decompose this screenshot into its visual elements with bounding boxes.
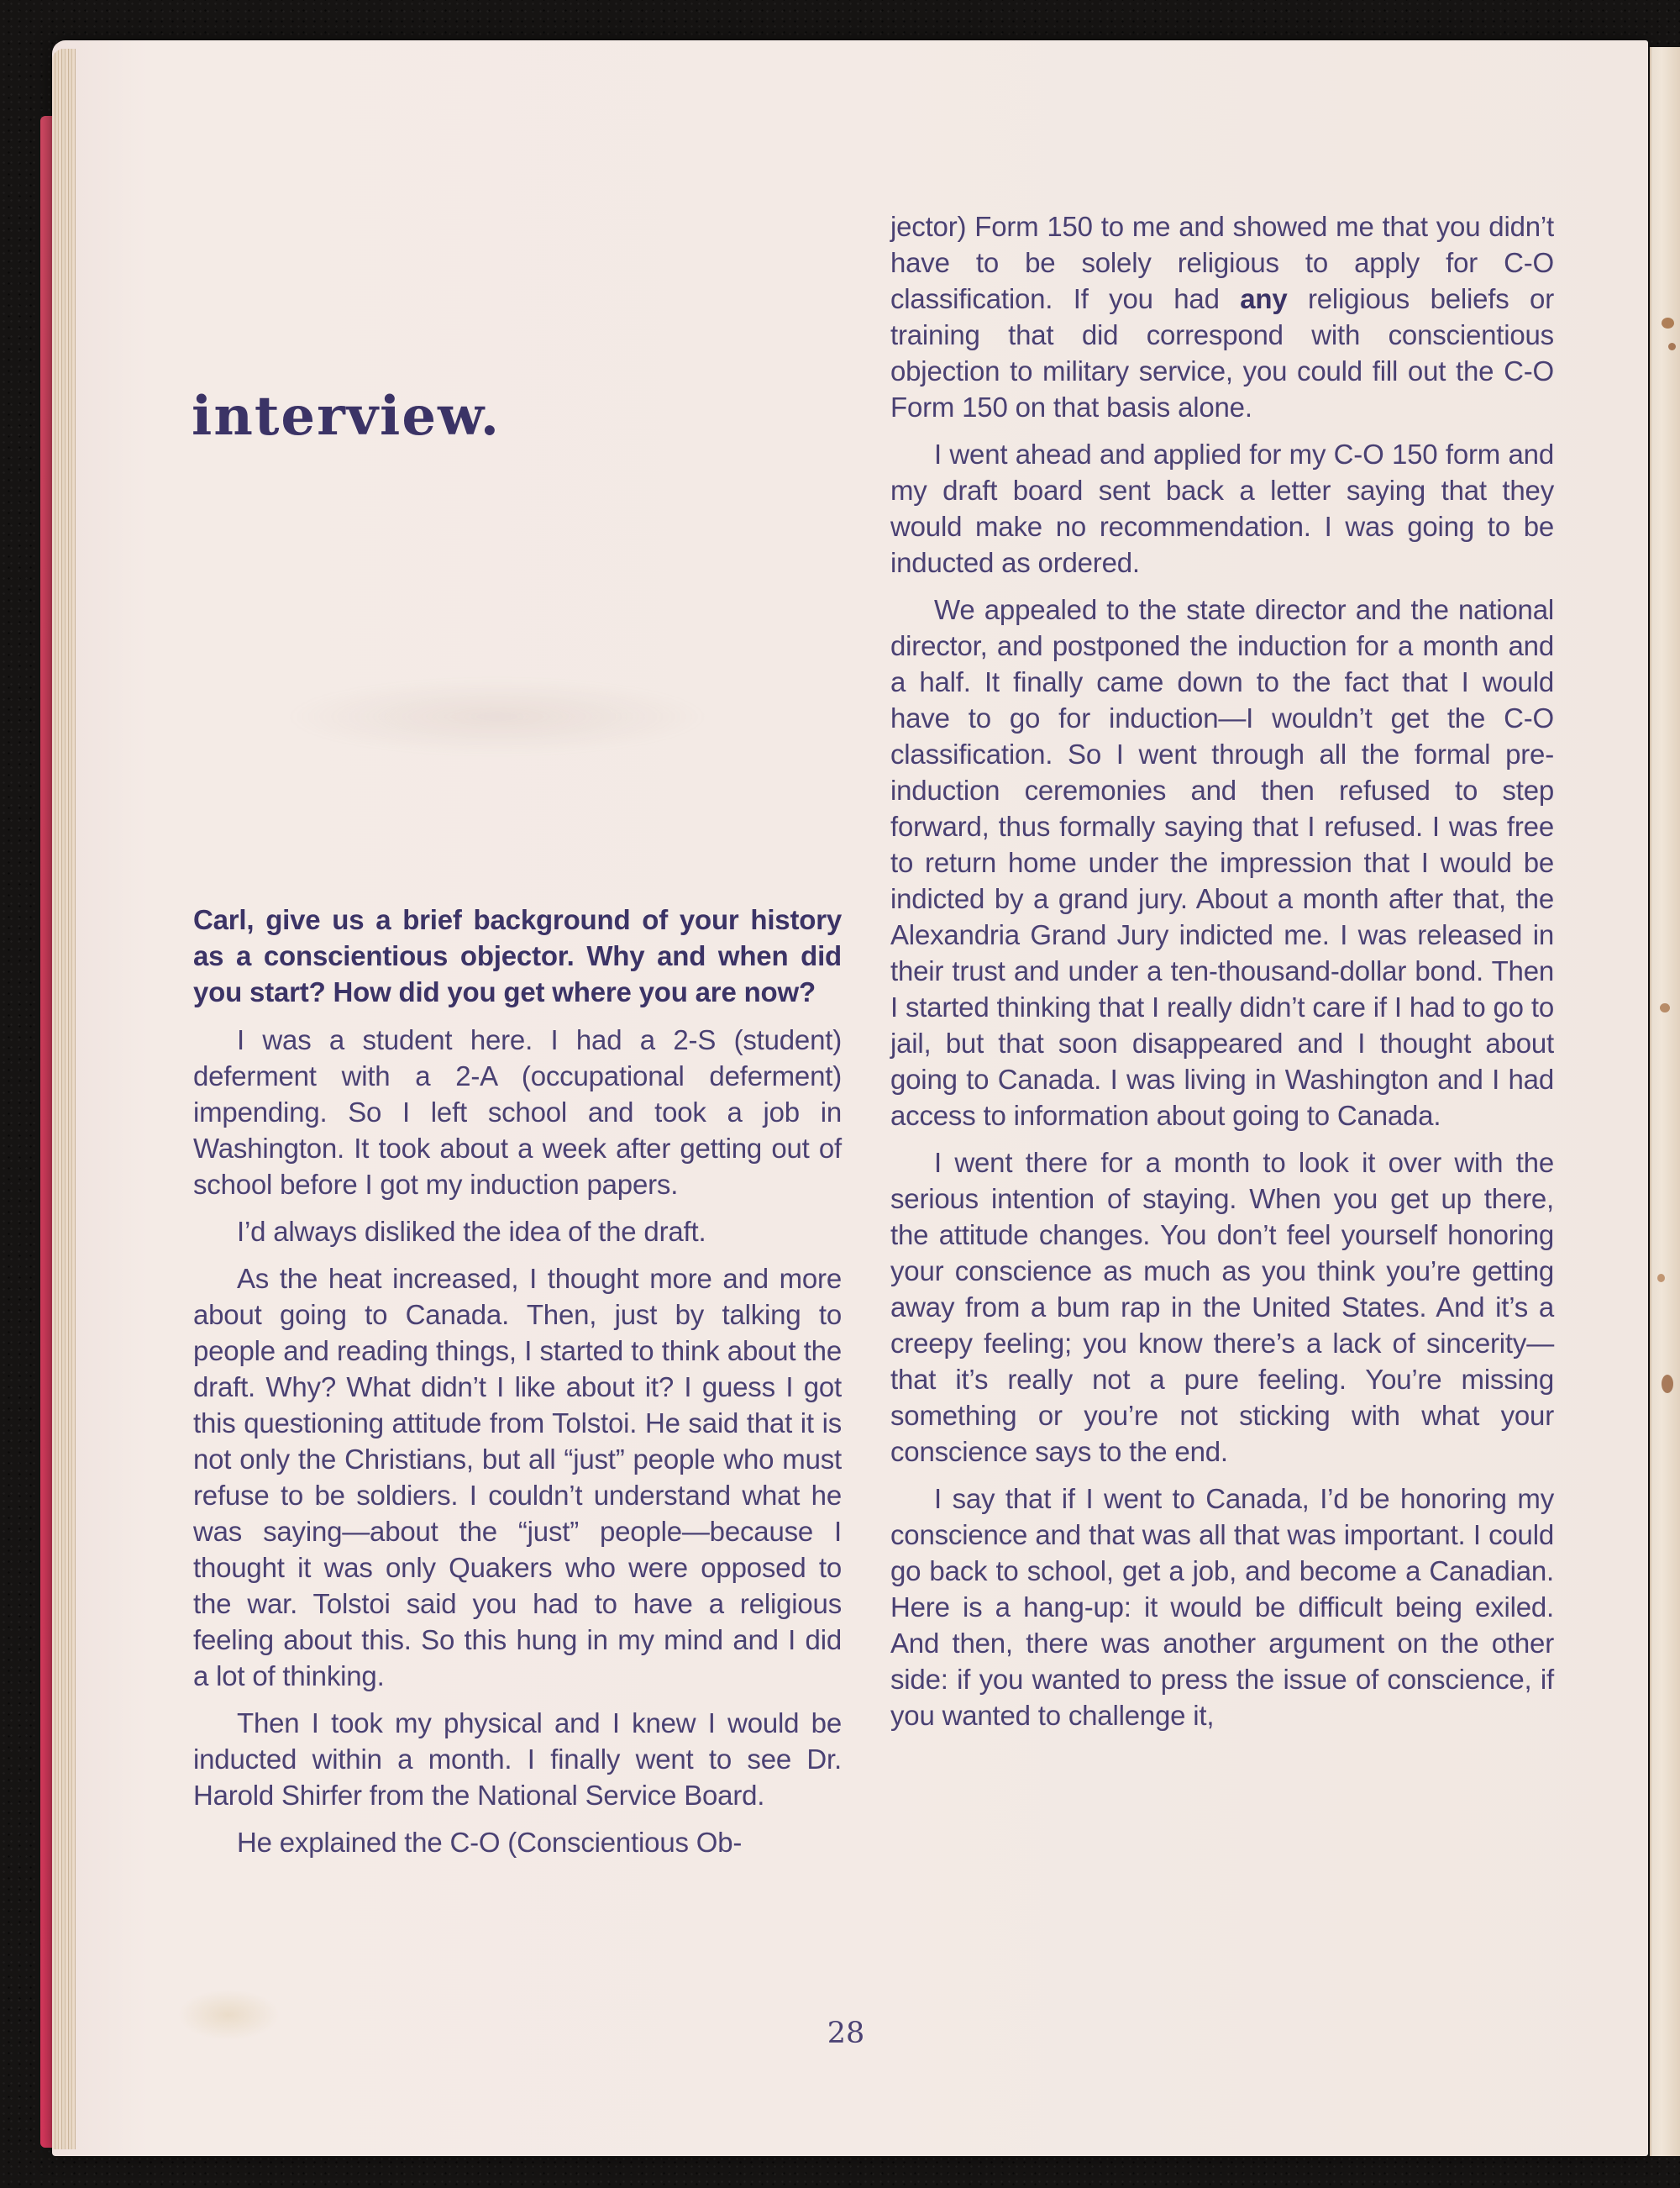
paragraph — [193, 1213, 842, 1249]
paragraph — [193, 1824, 842, 1860]
foxing-spot — [1668, 343, 1676, 350]
paragraph — [193, 1022, 842, 1202]
page-edge-stack — [52, 49, 76, 2149]
body-text: Then I took my physical and I knew I would be inducted within a month. I finally went to see Dr. Harold Shirfer from the National Service Board. — [193, 1707, 842, 1811]
paragraph — [890, 1481, 1554, 1733]
body-text: I was a student here. I had a 2-S (student) deferment with a 2-A (occupational deferment) impending. So I left school and took a job in Washington. It took about a week after getting out of school before I got my induction papers. — [193, 1024, 842, 1200]
paragraph — [890, 436, 1554, 581]
foxing-spot — [1657, 1274, 1665, 1282]
body-text: jector) Form 150 to me and showed me that you didn’t have to be solely religious to apply for C-O classification. If you had — [890, 211, 1554, 314]
paper-stain — [178, 1990, 279, 2040]
paragraph — [890, 592, 1554, 1133]
foxing-spot — [1662, 318, 1674, 329]
body-text: He explained the C-O (Conscientious Ob- — [237, 1827, 743, 1858]
paragraph — [890, 1144, 1554, 1470]
paragraph — [193, 1260, 842, 1694]
adjacent-page-edge — [1650, 47, 1680, 2156]
emphasized-text: any — [1240, 283, 1288, 314]
page-showthrough-smudge — [287, 679, 707, 755]
magazine-page — [52, 40, 1648, 2156]
body-text: As the heat increased, I thought more and more about going to Canada. Then, just by talking to people and reading things, I started to think about the draft. Why? What didn’t I like about it? I guess I got this questioning attitude from Tolstoi. He said that it is not only the Christians, but all “just” people who must refuse to be soldiers. I couldn’t understand what he was saying—about the “just” people—because I thought it was only Quakers who were opposed to the war. Tolstoi said you had to have a religious feeling about this. So this hung in my mind and I did a lot of thinking. — [193, 1263, 842, 1691]
body-text: I’d always disliked the idea of the draft. — [237, 1216, 706, 1247]
interview-question: Carl, give us a brief background of your history as a conscientious objector. Why and when did you start? How did you get where you are now? — [193, 904, 842, 1007]
page-number: 28 — [827, 2017, 865, 2050]
paragraph — [890, 208, 1554, 425]
paragraph — [193, 1705, 842, 1813]
left-column-paragraphs — [193, 1022, 842, 1860]
body-text: We appealed to the state director and the national director, and postponed the induction for a month and a half. It finally came down to the fact that I would have to go for induction—I wouldn’t get the C-O classification. So I went through all the formal pre-induction ceremonies and then refused to step forward, thus formally saying that I refused. I was free to return home under the impression that I would be indicted by a grand jury. About a month after that, the Alexandria Grand Jury indicted me. I was released in their trust and under a ten-thousand-dollar bond. Then I started thinking that I really didn’t care if I had to go to jail, but that soon disappeared and I thought about going to Canada. I was living in Washington and I had access to information about going to Canada. — [890, 594, 1554, 1131]
foxing-spot — [1662, 1375, 1673, 1393]
body-text: I went there for a month to look it over with the serious intention of staying. When you get up there, the attitude changes. You don’t feel yourself honoring your conscience as much as you think you’re getting away from a bum rap in the United States. And it’s a creepy feeling; you know there’s a lack of sincerity—that it’s really not a pure feeling. You’re missing something or you’re not sticking with what your conscience says to the end. — [890, 1147, 1554, 1467]
section-title: interview. — [192, 385, 501, 448]
body-text: I went ahead and applied for my C-O 150 form and my draft board sent back a letter saying that they would make no recommendation. I was going to be inducted as ordered. — [890, 439, 1554, 578]
left-column — [193, 902, 842, 1871]
body-text: religious beliefs or training that did correspond with conscientious objection to military service, you could fill out the C-O Form 150 on that basis alone. — [890, 283, 1554, 423]
body-text: I say that if I went to Canada, I’d be honoring my conscience and that was all that was important. I could go back to school, get a job, and become a Canadian. Here is a hang-up: it would be difficult being exiled. And then, there was another argument on the other side: if you wanted to press the issue of conscience, if you wanted to challenge it, — [890, 1483, 1554, 1731]
foxing-spot — [1660, 1003, 1670, 1012]
right-column-paragraphs — [890, 208, 1554, 1733]
right-column — [890, 208, 1554, 1744]
book-spine-edge — [40, 116, 53, 2148]
